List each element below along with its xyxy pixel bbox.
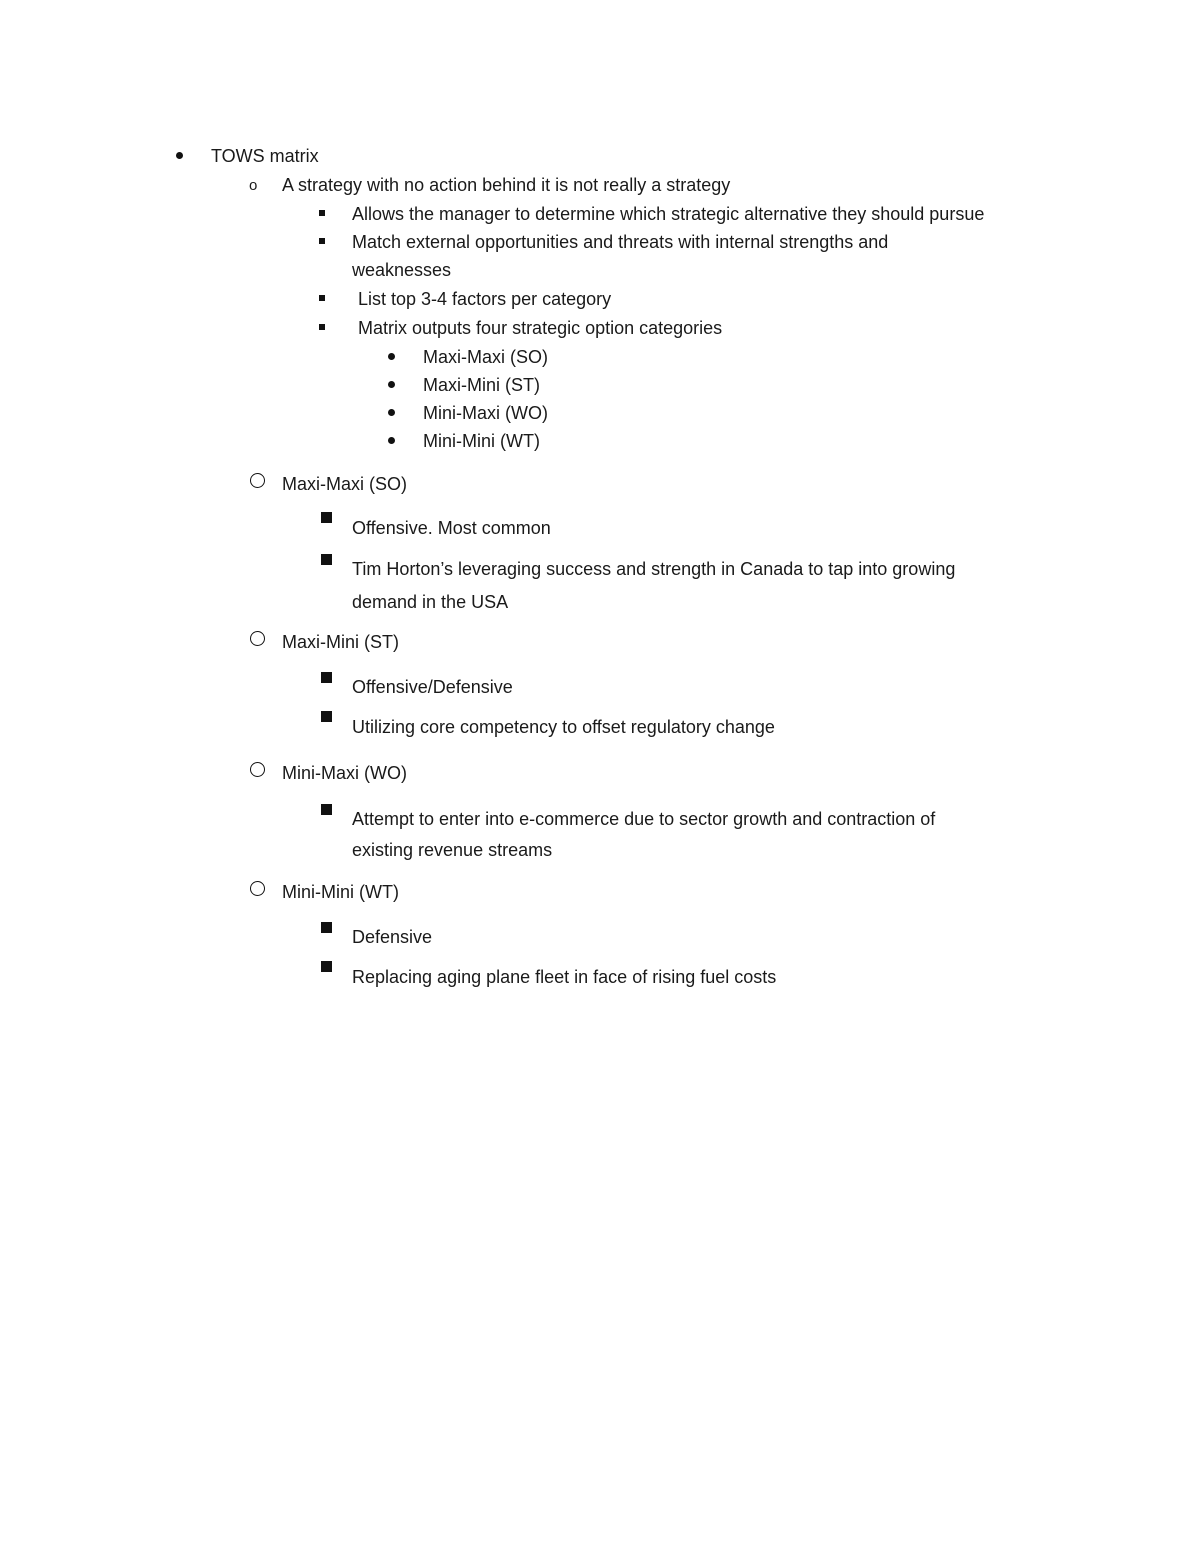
bullet-icon bbox=[388, 381, 395, 388]
bullet-icon bbox=[388, 437, 395, 444]
bullet-icon bbox=[388, 409, 395, 416]
category-text: Mini-Maxi (WO) bbox=[423, 403, 548, 423]
section-heading: Maxi-Maxi (SO) bbox=[282, 474, 407, 494]
circle-bullet-icon bbox=[250, 631, 265, 646]
bullet-icon bbox=[388, 353, 395, 360]
square-bullet-icon bbox=[321, 672, 332, 683]
section-heading: Mini-Maxi (WO) bbox=[282, 763, 407, 783]
category-text: Maxi-Maxi (SO) bbox=[423, 347, 548, 367]
category-text: Mini-Mini (WT) bbox=[423, 431, 540, 451]
category-text: Maxi-Mini (ST) bbox=[423, 375, 540, 395]
section-item: Offensive. Most common bbox=[352, 518, 551, 538]
circle-bullet-icon bbox=[250, 473, 265, 488]
point-text: Matrix outputs four strategic option categories bbox=[358, 318, 723, 338]
section-heading: Mini-Mini (WT) bbox=[282, 882, 399, 902]
square-bullet-icon bbox=[321, 512, 332, 523]
section-heading: Maxi-Mini (ST) bbox=[282, 632, 399, 652]
square-bullet-icon bbox=[319, 238, 325, 244]
point-text: Match external opportunities and threats with internal strengths and bbox=[352, 232, 889, 252]
square-bullet-icon bbox=[319, 324, 325, 330]
circle-bullet-icon bbox=[250, 881, 265, 896]
square-bullet-icon bbox=[319, 210, 325, 216]
section-item-continued: existing revenue streams bbox=[352, 840, 553, 860]
square-bullet-icon bbox=[321, 961, 332, 972]
square-bullet-icon bbox=[321, 554, 332, 565]
square-bullet-icon bbox=[321, 804, 332, 815]
point-text-continued: weaknesses bbox=[352, 260, 452, 280]
point-text: List top 3-4 factors per category bbox=[358, 289, 612, 309]
section-item: Tim Horton’s leveraging success and strength in Canada to tap into growing bbox=[352, 559, 956, 579]
point-text: Allows the manager to determine which strategic alternative they should pursue bbox=[352, 204, 985, 224]
outline-title: TOWS matrix bbox=[211, 146, 319, 166]
section-item: Attempt to enter into e-commerce due to sector growth and contraction of bbox=[352, 809, 936, 829]
section-item: Replacing aging plane fleet in face of rising fuel costs bbox=[352, 967, 777, 987]
section-item-continued: demand in the USA bbox=[352, 592, 509, 612]
bullet-icon bbox=[176, 152, 183, 159]
section-item: Utilizing core competency to offset regulatory change bbox=[352, 717, 775, 737]
square-bullet-icon bbox=[321, 711, 332, 722]
hollow-bullet-icon: o bbox=[249, 177, 258, 194]
section-item: Defensive bbox=[352, 927, 433, 947]
outline-intro: A strategy with no action behind it is not really a strategy bbox=[282, 175, 731, 195]
circle-bullet-icon bbox=[250, 762, 265, 777]
section-item: Offensive/Defensive bbox=[352, 677, 513, 697]
square-bullet-icon bbox=[321, 922, 332, 933]
square-bullet-icon bbox=[319, 295, 325, 301]
